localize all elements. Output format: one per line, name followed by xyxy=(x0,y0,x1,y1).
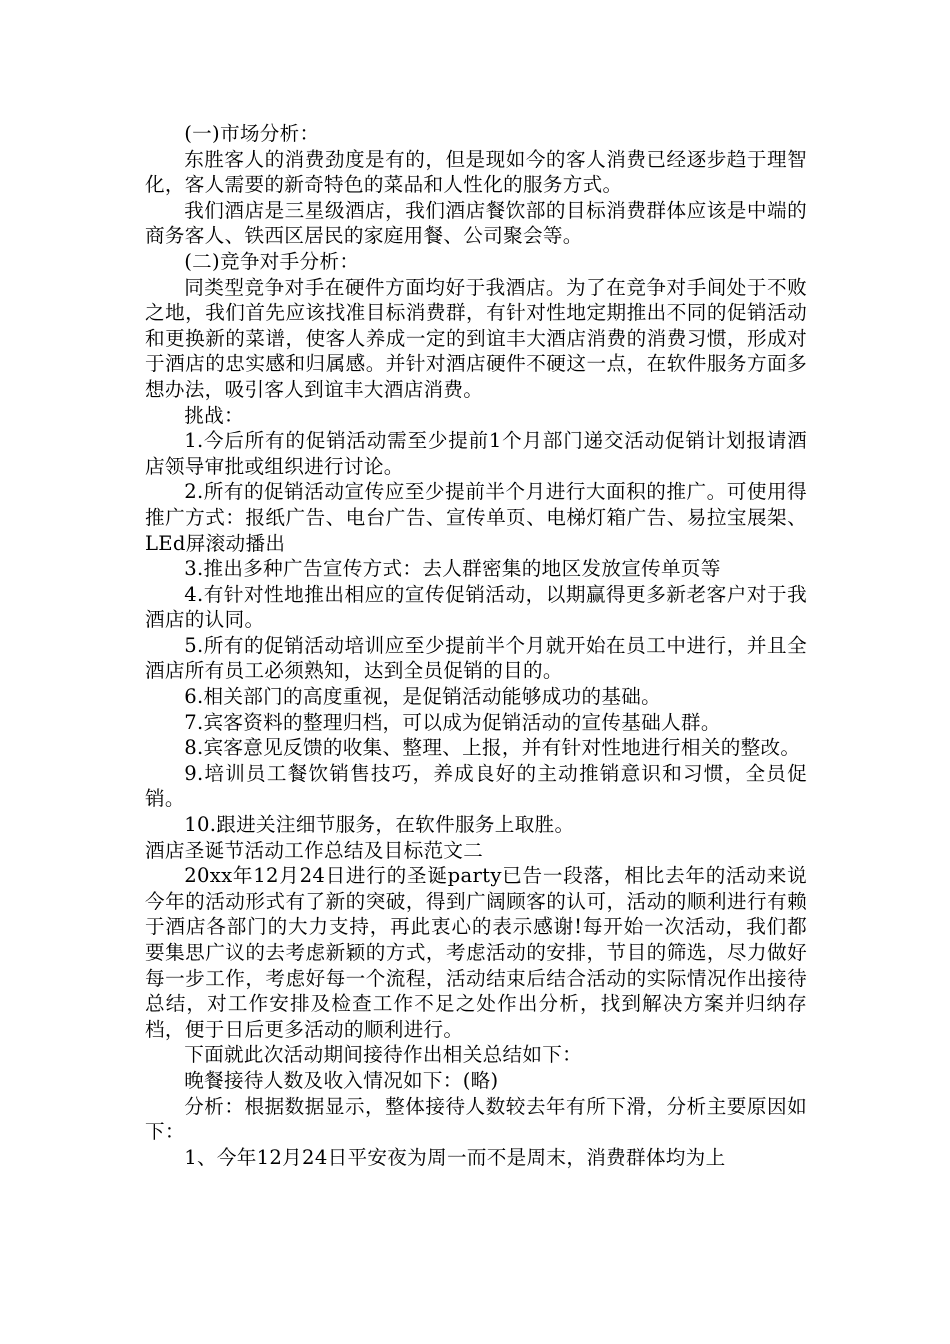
paragraph: 晚餐接待人数及收入情况如下：(略) xyxy=(184,1068,499,1092)
section-heading-market-analysis: (一)市场分析： xyxy=(184,122,320,145)
list-item: 4.有针对性地推出相应的宣传促销活动，以期赢得更多新老客户对于我酒店的认同。 xyxy=(145,582,807,632)
section-heading-challenges: 挑战： xyxy=(184,403,244,427)
document-subtitle: 酒店圣诞节活动工作总结及目标范文二 xyxy=(145,838,484,862)
list-item: 8.宾客意见反馈的收集、整理、上报，并有针对性地进行相关的整改。 xyxy=(184,736,801,760)
list-item: 7.宾客资料的整理归档，可以成为促销活动的宣传基础人群。 xyxy=(184,710,721,734)
paragraph: 我们酒店是三星级酒店，我们酒店餐饮部的目标消费群体应该是中端的商务客人、铁西区居民的家庭用餐、公司聚会等。 xyxy=(145,198,807,248)
list-item: 9.培训员工餐饮销售技巧，养成良好的主动推销意识和习惯，全员促销。 xyxy=(145,761,807,811)
list-item: 6.相关部门的高度重视，是促销活动能够成功的基础。 xyxy=(184,685,662,709)
paragraph: 东胜客人的消费劲度是有的，但是现如今的客人消费已经逐步趋于理智化，客人需要的新奇特色的菜品和人性化的服务方式。 xyxy=(145,147,807,197)
paragraph: 同类型竞争对手在硬件方面均好于我酒店。为了在竞争对手间处于不败之地，我们首先应该找准目标消费群，有针对性地定期推出不同的促销活动和更换新的菜谱，使客人养成一定的到谊丰大酒店消费的消费习惯，形成对于酒店的忠实感和归属感。并针对酒店硬件不硬这一点，在软件服务方面多想办法，吸引客人到谊丰大酒店消费。 xyxy=(145,275,807,401)
list-item: 3.推出多种广告宣传方式：去人群密集的地区发放宣传单页等 xyxy=(184,557,721,581)
paragraph: 下面就此次活动期间接待作出相关总结如下： xyxy=(184,1043,583,1067)
paragraph: 20xx年12月24日进行的圣诞party已告一段落，相比去年的活动来说今年的活动形式有了新的突破，得到广阔顾客的认可，活动的顺利进行有赖于酒店各部门的大力支持，再此衷心的表示感谢!每开始一次活动，我们都要集思广议的去考虑新颖的方式，考虑活动的安排，节目的筛选，尽力做好每一步工作，考虑好每一个流程，活动结束后结合活动的实际情况作出接待总结，对工作安排及检查工作不足之处作出分析，找到解决方案并归纳存档，便于日后更多活动的顺利进行。 xyxy=(145,864,807,1041)
list-item: 2.所有的促销活动宣传应至少提前半个月进行大面积的推广。可使用得推广方式：报纸广告、电台广告、宣传单页、电梯灯箱广告、易拉宝展架、LEd屏滚动播出 xyxy=(145,480,807,555)
list-item: 1.今后所有的促销活动需至少提前1个月部门递交活动促销计划报请酒店领导审批或组织进行讨论。 xyxy=(145,429,807,478)
list-item: 5.所有的促销活动培训应至少提前半个月就开始在员工中进行，并且全酒店所有员工必须熟知，达到全员促销的目的。 xyxy=(145,633,807,683)
paragraph: 分析：根据数据显示，整体接待人数较去年有所下滑，分析主要原因如下： xyxy=(145,1094,807,1144)
paragraph: 1、今年12月24日平安夜为周一而不是周末，消费群体均为上 xyxy=(184,1145,726,1169)
list-item: 10.跟进关注细节服务，在软件服务上取胜。 xyxy=(184,813,575,837)
section-heading-competitor-analysis: (二)竞争对手分析： xyxy=(184,249,360,273)
document-page xyxy=(145,121,807,1170)
